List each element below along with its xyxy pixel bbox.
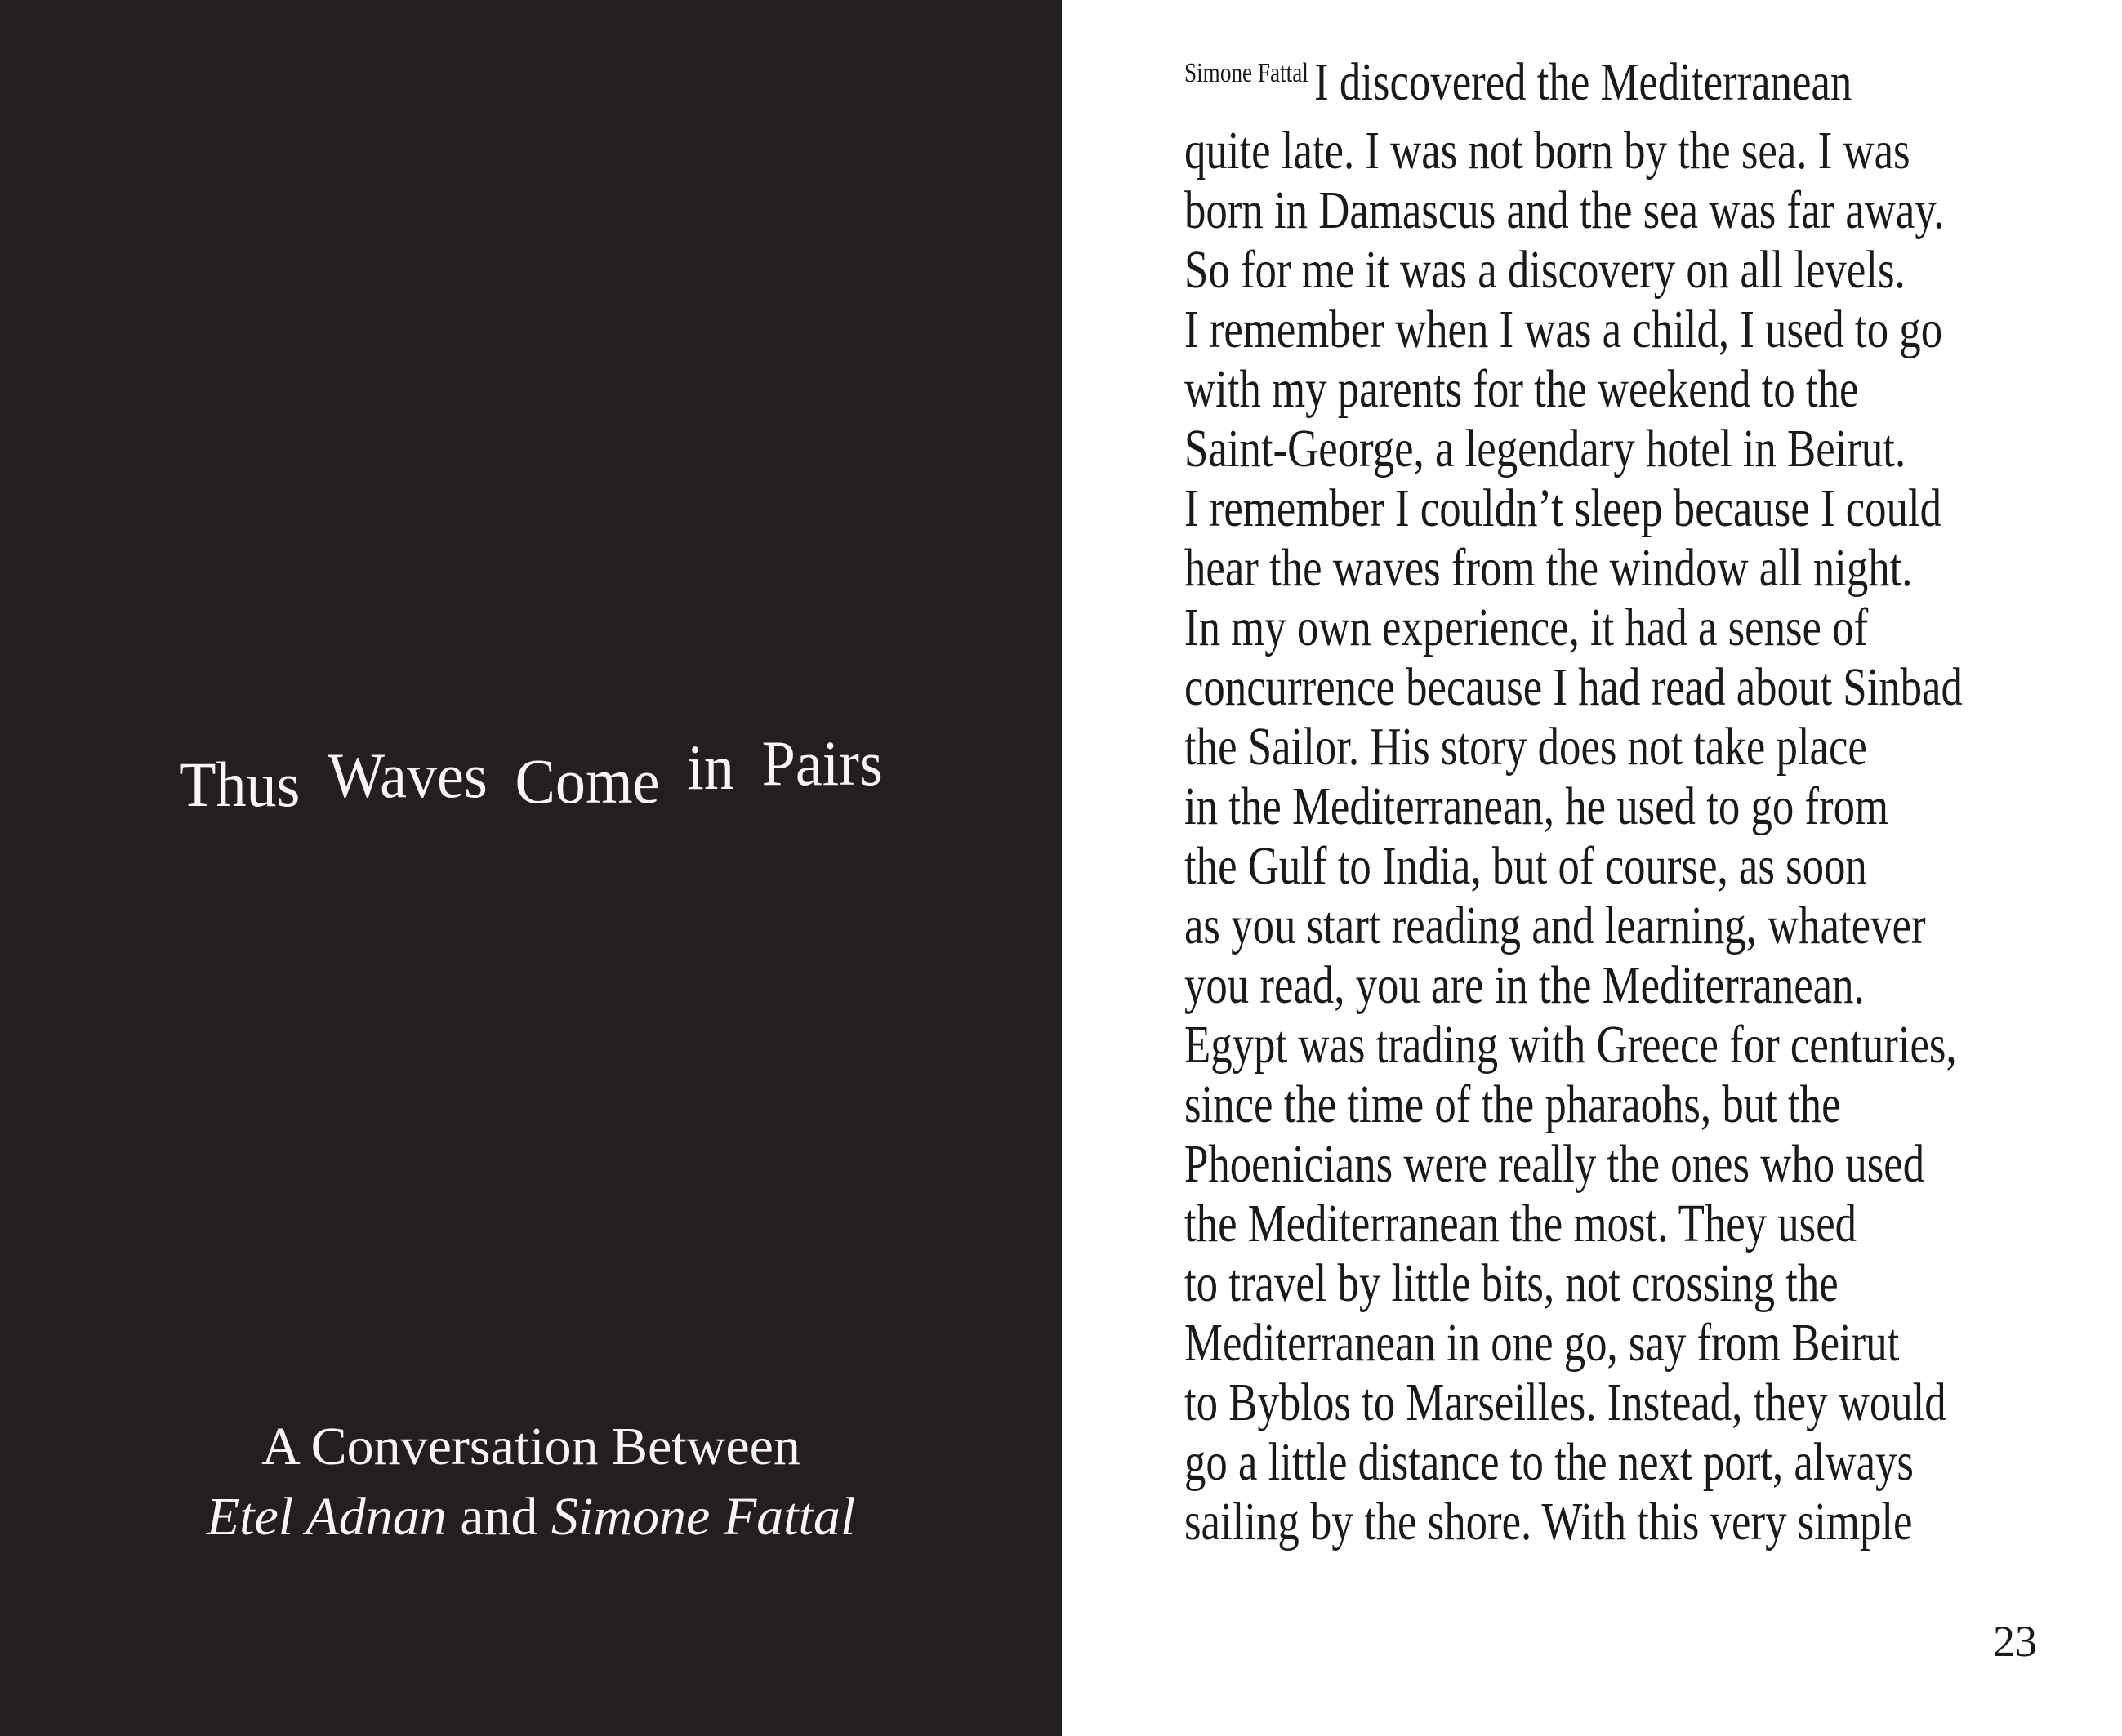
text-line: Egypt was trading with Greece for centuries, xyxy=(1184,1015,1957,1075)
text-line: Mediterranean in one go, say from Beirut xyxy=(1184,1313,1900,1373)
text-line: sailing by the shore. With this very simple xyxy=(1184,1492,1913,1551)
author-simone-fattal: Simone Fattal xyxy=(551,1487,856,1547)
text-line: as you start reading and learning, whatever xyxy=(1184,896,1926,955)
text-line: I remember I couldn’t sleep because I could xyxy=(1184,479,1942,538)
text-line: since the time of the pharaohs, but the xyxy=(1184,1075,1841,1134)
text-line: the Mediterranean the most. They used xyxy=(1184,1194,1857,1253)
text-line: the Sailor. His story does not take place xyxy=(1184,717,1867,777)
text-line: $^{Simone Fattal}$ I discovered the Mediterranean xyxy=(1184,52,1852,112)
text-line: So for me it was a discovery on all levels. xyxy=(1184,240,1906,300)
title-word-come: Come xyxy=(515,746,660,817)
text-line: In my own experience, it had a sense of xyxy=(1184,598,1869,657)
text-line: you read, you are in the Mediterranean. xyxy=(1184,955,1865,1015)
text-line: born in Damascus and the sea was far away. xyxy=(1184,180,1945,240)
conversation-text xyxy=(1184,52,2122,1551)
author-etel-adnan: Etel Adnan xyxy=(206,1487,447,1547)
title-word-waves: Waves xyxy=(328,740,488,811)
text-line: the Gulf to India, but of course, as soon xyxy=(1184,836,1867,896)
page-number: 23 xyxy=(1993,1617,2037,1666)
right-page xyxy=(1062,0,2122,1736)
speaker-label: Simone Fattal xyxy=(1184,58,1308,88)
text-line: in the Mediterranean, he used to go from xyxy=(1184,777,1889,836)
text-line: quite late. I was not born by the sea. I was xyxy=(1184,121,1910,180)
subtitle-line2 xyxy=(0,1482,1062,1552)
text-line: concurrence because I had read about Sinbad xyxy=(1184,657,1963,717)
text-line: Phoenicians were really the ones who used xyxy=(1184,1134,1925,1194)
text-line: I remember when I was a child, I used to go xyxy=(1184,300,1943,359)
title-word-thus: Thus xyxy=(179,749,301,820)
text-line: to travel by little bits, not crossing the xyxy=(1184,1253,1839,1313)
title-word-in: in xyxy=(687,732,734,803)
subtitle-conjunction: and xyxy=(446,1487,552,1547)
text-line: to Byblos to Marseilles. Instead, they would xyxy=(1184,1373,1946,1432)
text-line: hear the waves from the window all night. xyxy=(1184,538,1913,598)
book-title xyxy=(27,728,1036,821)
subtitle-line1: A Conversation Between xyxy=(261,1417,800,1476)
subtitle xyxy=(0,1412,1062,1552)
text-line: go a little distance to the next port, always xyxy=(1184,1432,1914,1492)
text-line: Saint-George, a legendary hotel in Beirut. xyxy=(1184,419,1906,479)
text-line: with my parents for the weekend to the xyxy=(1184,359,1859,419)
title-word-pairs: Pairs xyxy=(761,728,883,799)
